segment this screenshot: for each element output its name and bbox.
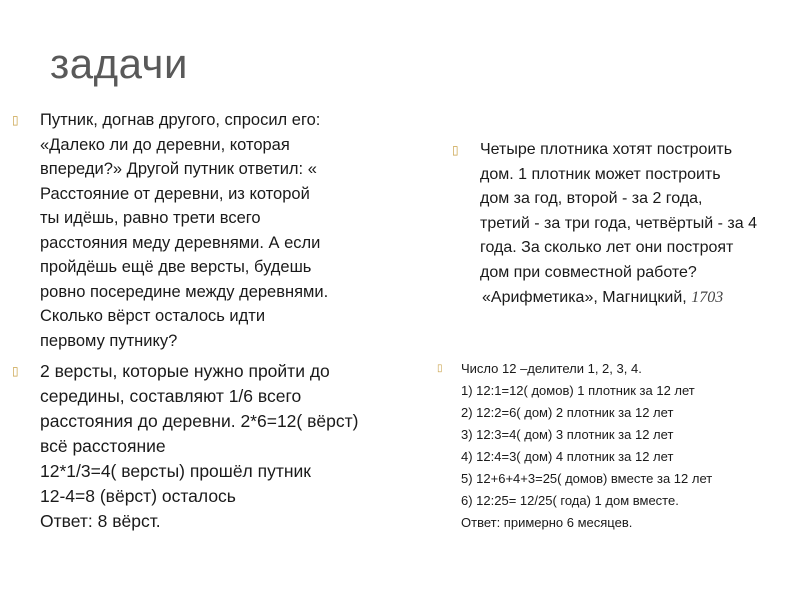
left-solution-line: середины, составляют 1/6 всего [40, 386, 302, 406]
left-task-line: ты идёшь, равно трети всего [40, 209, 261, 227]
left-task-line: пройдёшь ещё две версты, будешь [40, 258, 312, 276]
left-task-line: Путник, догнав другого, спросил его: [40, 111, 321, 129]
right-task-line: Четыре плотника хотят построить [480, 141, 733, 158]
left-task-bullet [12, 108, 397, 353]
right-task-line: дом. 1 плотник может построить [480, 165, 721, 183]
right-solution-line: 1) 12:1=12( домов) 1 плотник за 12 лет [461, 383, 695, 398]
right-task-line: года. За сколько лет они построят [480, 239, 734, 256]
left-solution-line: 2 версты, которые нужно пройти до [40, 361, 330, 381]
right-solution-head-text: Число 12 –делители 1, 2, 3, 4. [461, 361, 642, 376]
right-task-text [480, 138, 797, 285]
left-task-line: первому путнику? [40, 331, 178, 350]
citation-source: «Арифметика», Магницкий, [482, 289, 687, 306]
right-column [452, 138, 797, 307]
right-solution-line: 5) 12+6+4+3=25( домов) вместе за 12 лет [461, 471, 713, 486]
open-box-bullet-icon: ▯ [12, 364, 19, 378]
left-solution-line: 12-4=8 (вёрст) осталось [40, 486, 236, 506]
right-task-bullet [452, 138, 797, 285]
right-solution-line: 4) 12:4=3( дом) 4 плотник за 12 лет [461, 449, 674, 464]
open-box-bullet-icon: ▯ [12, 113, 19, 127]
left-solution-text [40, 359, 397, 534]
left-task-line: впереди?» Другой путник ответил: « [40, 160, 317, 178]
right-solution-line: Ответ: примерно 6 месяцев. [461, 515, 633, 530]
left-solution-bullet [12, 359, 397, 534]
left-task-line: «Далеко ли до деревни, которая [40, 135, 290, 154]
citation-year: 1703 [691, 289, 724, 306]
open-box-bullet-icon: ▯ [452, 143, 459, 157]
open-box-bullet-icon: ▯ [437, 363, 443, 374]
left-solution-line: 12*1/3=4( версты) прошёл путник [40, 461, 311, 481]
left-solution-line: расстояния до деревни. 2*6=12( вёрст) [40, 411, 359, 431]
right-task-line: дом за год, второй - за 2 года, [480, 190, 703, 207]
left-solution-line: Ответ: 8 вёрст. [40, 511, 161, 531]
right-solution-head [437, 358, 787, 380]
citation [452, 289, 797, 307]
right-solution-line: 6) 12:25= 12/25( года) 1 дом вместе. [461, 493, 679, 508]
left-task-line: Сколько вёрст осталось идти [40, 307, 266, 325]
left-task-line: расстояния меду деревнями. А если [40, 233, 321, 252]
left-task-line: Расстояние от деревни, из которой [40, 184, 310, 203]
slide-title: задачи [50, 40, 188, 87]
right-solution [437, 358, 787, 534]
left-task-text [40, 108, 397, 353]
right-solution-line: 2) 12:2=6( дом) 2 плотник за 12 лет [461, 405, 674, 420]
left-column [12, 108, 397, 534]
right-task-line: третий - за три года, четвёртый - за 4 [480, 214, 757, 232]
right-task-line: дом при совместной работе? [480, 263, 697, 281]
left-solution-line: всё расстояние [40, 436, 166, 456]
left-task-line: ровно посередине между деревнями. [40, 282, 329, 301]
right-solution-line: 3) 12:3=4( дом) 3 плотник за 12 лет [461, 427, 674, 442]
